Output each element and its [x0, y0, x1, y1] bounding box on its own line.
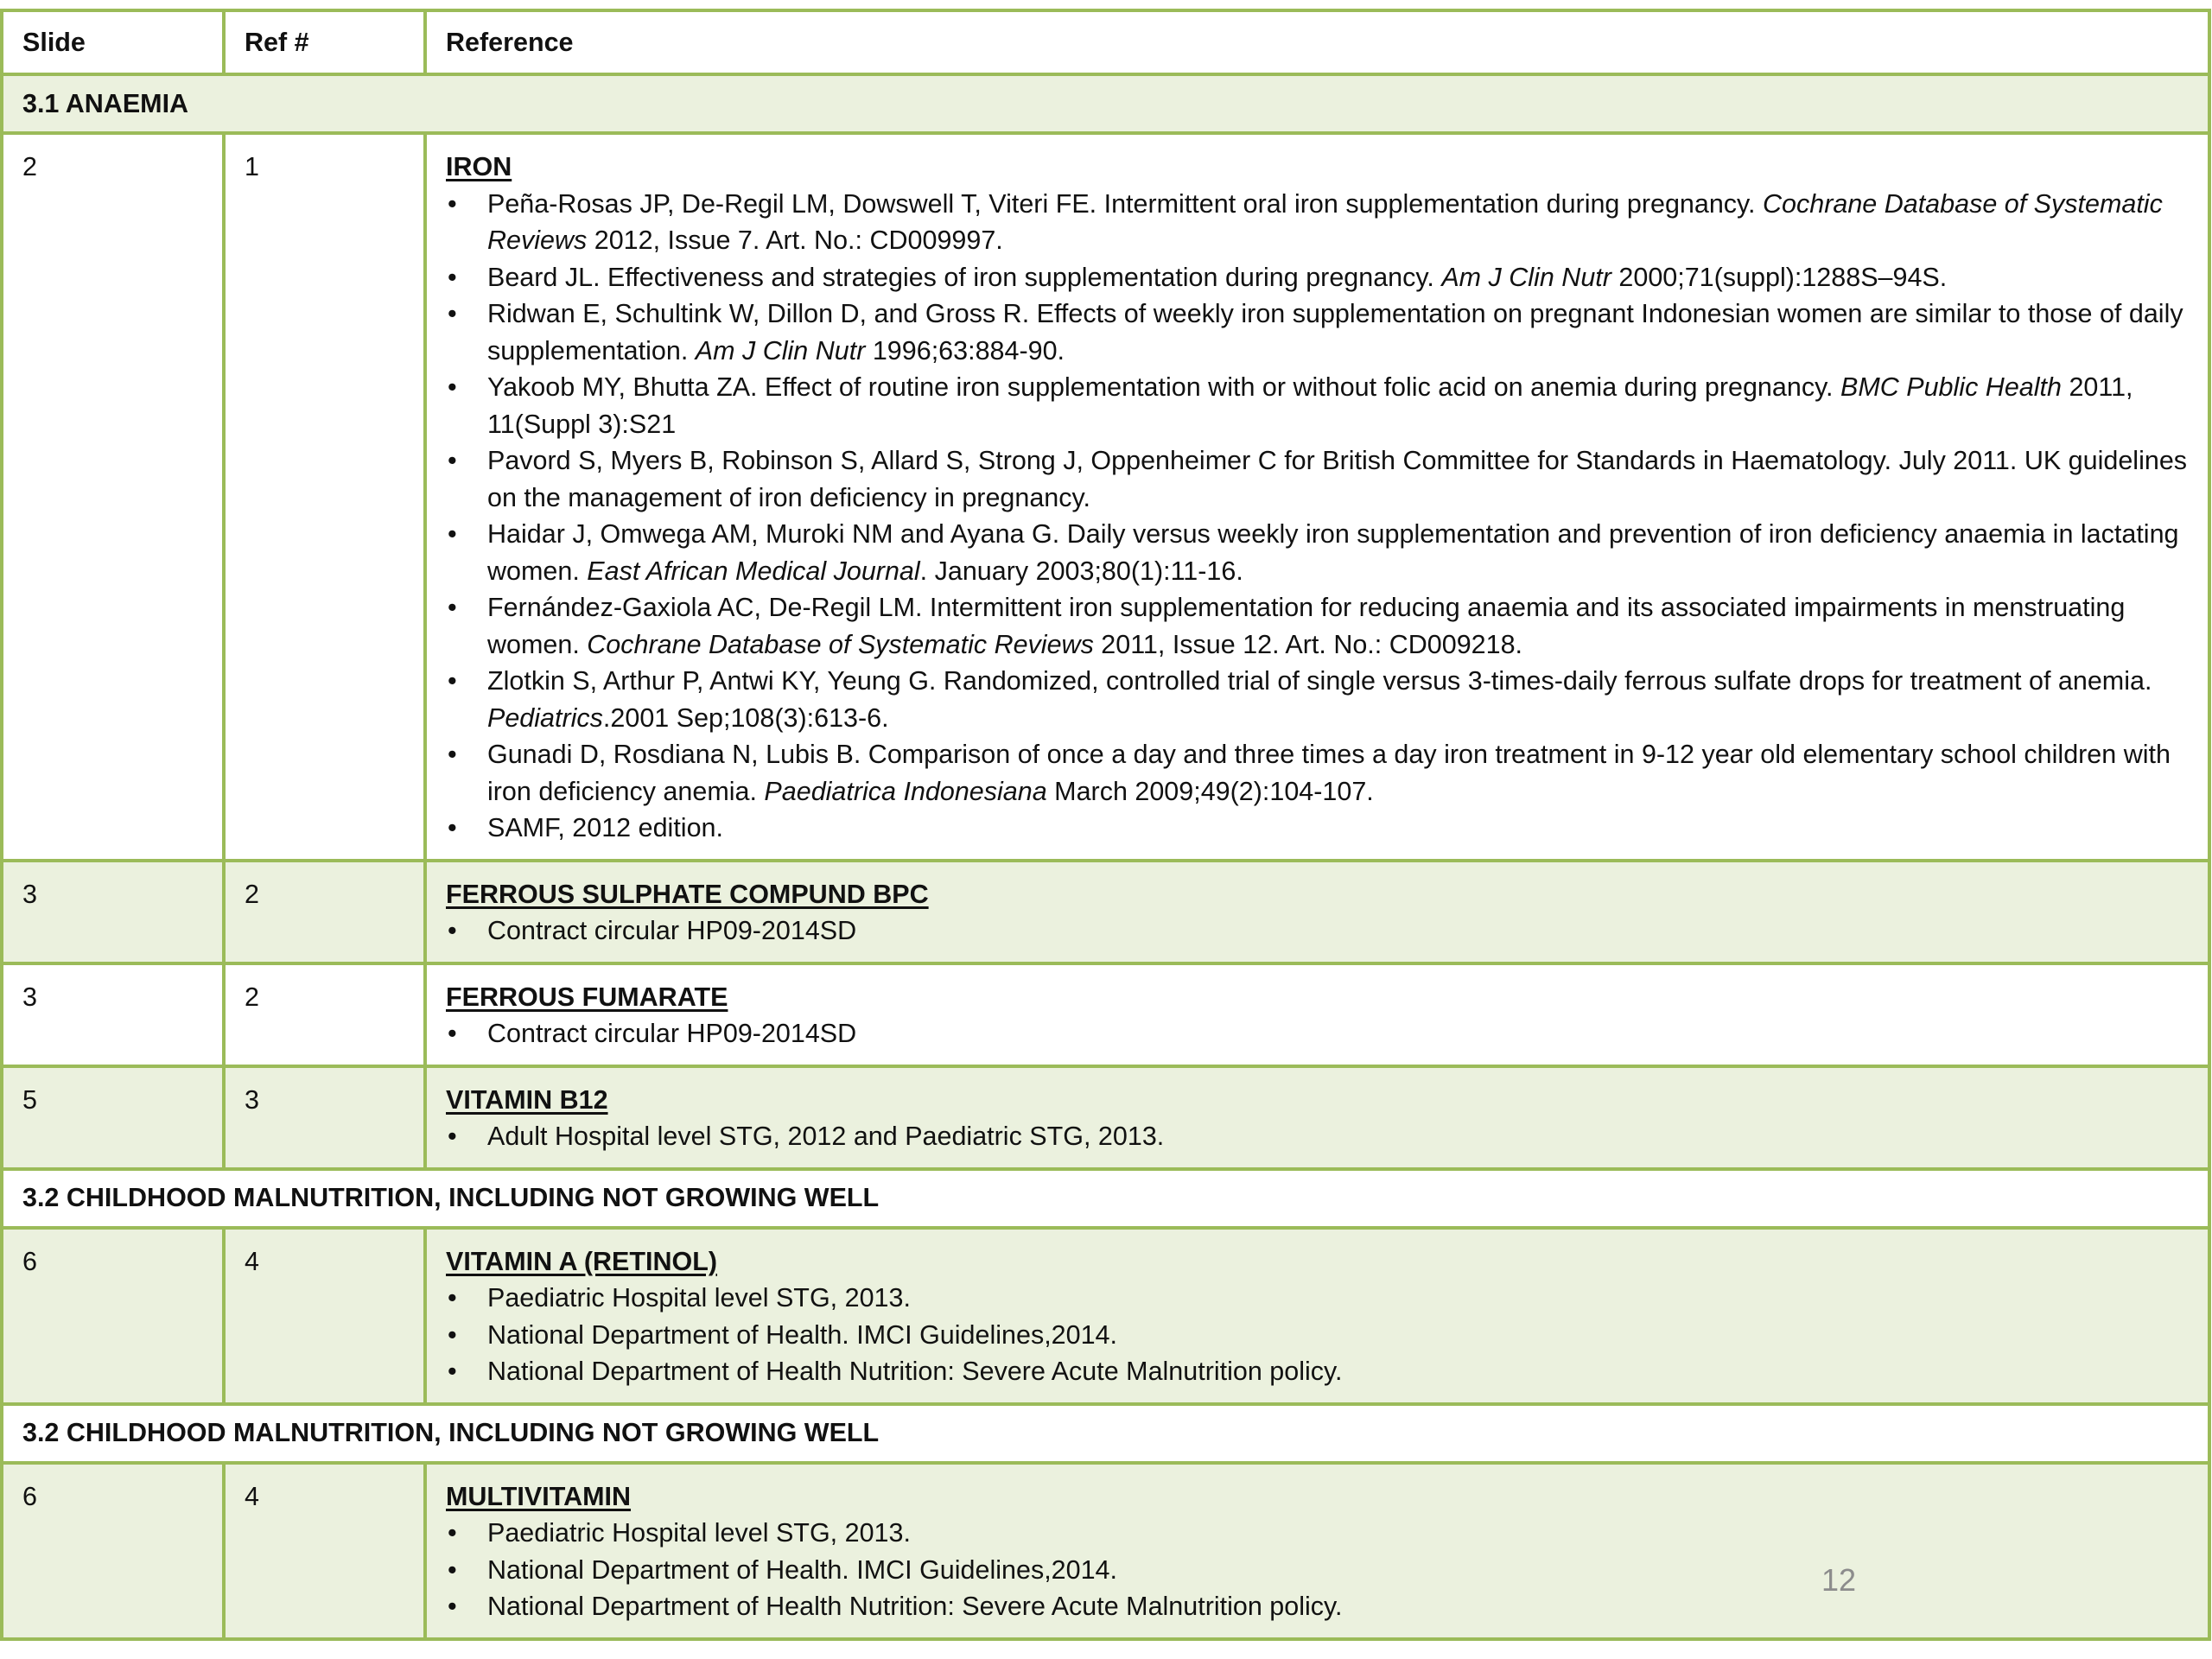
- section-row: [2, 1404, 2209, 1463]
- ref-number: 4: [224, 1228, 425, 1404]
- reference-item: [446, 810, 2189, 847]
- ref-number: 3: [224, 1066, 425, 1169]
- reference-item: [446, 736, 2189, 810]
- table-row: [2, 1463, 2209, 1639]
- slide-number: 5: [2, 1066, 224, 1169]
- reference-item: [446, 186, 2189, 259]
- reference-text: 2000;71(suppl):1288S–94S.: [1611, 262, 1948, 292]
- reference-list: [446, 1118, 2189, 1155]
- journal-name: Am J Clin Nutr: [695, 335, 866, 365]
- reference-text: National Department of Health Nutrition: Severe Acute Malnutrition policy.: [487, 1357, 1343, 1386]
- slide-number: 3: [2, 861, 224, 963]
- reference-text: March 2009;49(2):104-107.: [1046, 776, 1374, 806]
- header-reference: Reference: [425, 10, 2209, 74]
- reference-item: [446, 516, 2189, 589]
- ref-number: 2: [224, 861, 425, 963]
- reference-text: .2001 Sep;108(3):613-6.: [602, 702, 889, 733]
- reference-text: Contract circular HP09-2014SD: [487, 1019, 857, 1048]
- reference-text: Paediatric Hospital level STG, 2013.: [487, 1518, 911, 1548]
- reference-text: Haidar J, Omwega AM, Muroki NM and Ayana G. Daily versus weekly iron supplementation and prevention of iron deficiency anaemia in lactating women.: [487, 519, 2179, 586]
- reference-cell: [425, 1463, 2209, 1639]
- reference-item: [446, 663, 2189, 736]
- reference-cell: [425, 133, 2209, 861]
- reference-item: [446, 1280, 2189, 1317]
- reference-text: . January 2003;80(1):11-16.: [919, 556, 1243, 586]
- page-number: 12: [1821, 1562, 1857, 1598]
- reference-item: [446, 1588, 2189, 1625]
- reference-text: National Department of Health Nutrition: Severe Acute Malnutrition policy.: [487, 1592, 1343, 1621]
- reference-text: Pavord S, Myers B, Robinson S, Allard S, Strong J, Oppenheimer C for British Committee for Standards in Haematology. July 2011. UK guidelines on the management of iron deficiency in pregnancy.: [487, 446, 2188, 512]
- section-title: 3.2 CHILDHOOD MALNUTRITION, INCLUDING NOT GROWING WELL: [2, 1169, 2209, 1228]
- reference-item: [446, 912, 2189, 950]
- journal-name: Cochrane Database of Systematic Reviews: [487, 188, 2163, 255]
- journal-name: Am J Clin Nutr: [1441, 262, 1611, 292]
- reference-list: [446, 1015, 2189, 1052]
- reference-text: 1996;63:884-90.: [865, 335, 1065, 365]
- reference-text: SAMF, 2012 edition.: [487, 813, 723, 842]
- reference-list: [446, 186, 2189, 847]
- reference-item: [446, 1515, 2189, 1552]
- journal-name: East African Medical Journal: [587, 556, 920, 586]
- reference-text: National Department of Health. IMCI Guidelines,2014.: [487, 1554, 1117, 1585]
- drug-title: FERROUS SULPHATE COMPUND BPC: [446, 879, 929, 909]
- reference-list: [446, 912, 2189, 950]
- reference-list: [446, 1515, 2189, 1625]
- reference-text: Fernández-Gaxiola AC, De-Regil LM. Intermittent iron supplementation for reducing anaemia and its associated impairments in menstruating women.: [487, 593, 2126, 659]
- reference-item: [446, 1015, 2189, 1052]
- header-ref: Ref #: [224, 10, 425, 74]
- journal-name: Cochrane Database of Systematic Reviews: [587, 629, 1094, 659]
- reference-list: [446, 1280, 2189, 1390]
- reference-cell: [425, 1228, 2209, 1404]
- table-row: [2, 963, 2209, 1066]
- slide-number: 6: [2, 1463, 224, 1639]
- reference-text: Yakoob MY, Bhutta ZA. Effect of routine iron supplementation with or without folic acid on anemia during pregnancy.: [487, 372, 1840, 402]
- reference-text: 2011, Issue 12. Art. No.: CD009218.: [1093, 629, 1523, 659]
- reference-text: Paediatric Hospital level STG, 2013.: [487, 1283, 911, 1313]
- header-row: [2, 10, 2209, 74]
- section-title: 3.1 ANAEMIA: [2, 74, 2209, 133]
- reference-text: Contract circular HP09-2014SD: [487, 916, 857, 945]
- ref-number: 4: [224, 1463, 425, 1639]
- reference-item: [446, 1552, 2189, 1589]
- reference-item: [446, 296, 2189, 369]
- reference-text: Beard JL. Effectiveness and strategies of iron supplementation during pregnancy.: [487, 262, 1442, 292]
- reference-text: Gunadi D, Rosdiana N, Lubis B. Comparison of once a day and three times a day iron treatment in 9-12 year old elementary school children with iron deficiency anemia.: [487, 740, 2171, 806]
- table-row: [2, 133, 2209, 861]
- slide-number: 6: [2, 1228, 224, 1404]
- reference-text: Adult Hospital level STG, 2012 and Paediatric STG, 2013.: [487, 1122, 1165, 1151]
- reference-cell: [425, 861, 2209, 963]
- table-body: [2, 74, 2209, 1639]
- slide-number: 2: [2, 133, 224, 861]
- reference-text: Ridwan E, Schultink W, Dillon D, and Gross R. Effects of weekly iron supplementation on pregnant Indonesian women are similar to those of daily supplementation.: [487, 299, 2183, 365]
- reference-cell: [425, 1066, 2209, 1169]
- reference-item: [446, 1353, 2189, 1390]
- reference-text: Peña-Rosas JP, De-Regil LM, Dowswell T, Viteri FE. Intermittent oral iron supplementation during pregnancy.: [487, 188, 1763, 219]
- header-slide: Slide: [2, 10, 224, 74]
- reference-cell: [425, 963, 2209, 1066]
- journal-name: BMC Public Health: [1840, 372, 2062, 402]
- section-row: [2, 74, 2209, 133]
- ref-number: 2: [224, 963, 425, 1066]
- ref-number: 1: [224, 133, 425, 861]
- drug-title: MULTIVITAMIN: [446, 1481, 632, 1511]
- drug-title: VITAMIN B12: [446, 1084, 608, 1115]
- section-title: 3.2 CHILDHOOD MALNUTRITION, INCLUDING NOT GROWING WELL: [2, 1404, 2209, 1463]
- references-table: [0, 9, 2211, 1641]
- reference-text: National Department of Health. IMCI Guidelines,2014.: [487, 1319, 1117, 1350]
- reference-text: 2012, Issue 7. Art. No.: CD009997.: [587, 226, 1003, 255]
- slide-number: 3: [2, 963, 224, 1066]
- table-row: [2, 861, 2209, 963]
- reference-item: [446, 369, 2189, 442]
- table-row: [2, 1066, 2209, 1169]
- reference-text: Zlotkin S, Arthur P, Antwi KY, Yeung G. Randomized, controlled trial of single versus 3-times-daily ferrous sulfate drops for treatment of anemia.: [487, 666, 2152, 696]
- section-row: [2, 1169, 2209, 1228]
- reference-item: [446, 259, 2189, 296]
- reference-item: [446, 442, 2189, 516]
- reference-item: [446, 1317, 2189, 1354]
- drug-title: FERROUS FUMARATE: [446, 982, 728, 1012]
- reference-item: [446, 1118, 2189, 1155]
- reference-item: [446, 589, 2189, 663]
- table-row: [2, 1228, 2209, 1404]
- reference-text: 2011, 11(Suppl 3):S21: [487, 372, 2133, 439]
- drug-title: IRON: [446, 152, 512, 181]
- drug-title: VITAMIN A (RETINOL): [446, 1246, 717, 1276]
- journal-name: Pediatrics: [487, 702, 603, 733]
- journal-name: Paediatrica Indonesiana: [764, 776, 1047, 806]
